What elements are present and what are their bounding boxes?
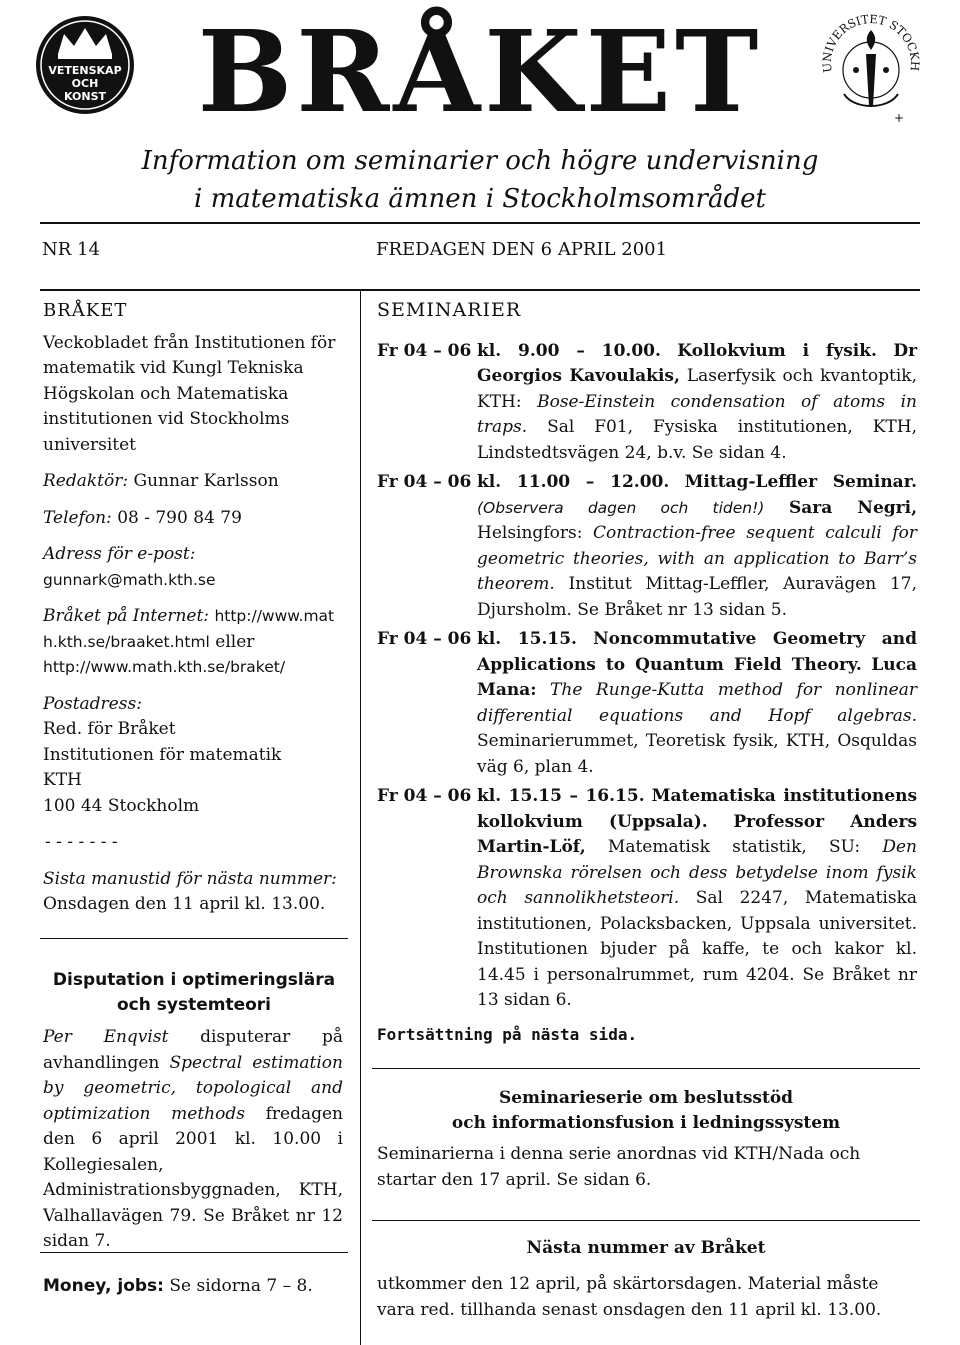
left-rule-1	[40, 938, 348, 939]
seminar-place: Institut Mittag-Leffler, Auravägen 17, Djursholm. Se Bråket nr 13 sidan 5.	[477, 574, 917, 620]
disputation-text-1: disputerar på avhandlingen	[43, 1027, 343, 1073]
issue-number: NR 14	[42, 239, 100, 260]
masthead-title: BRÅKET	[197, 7, 763, 138]
seminar-title: Kollokvium i fysik.	[677, 340, 877, 361]
info-heading: BRÅKET	[43, 300, 128, 321]
money-label: Money, jobs:	[43, 1276, 164, 1296]
header-rule-bottom	[40, 289, 920, 291]
seminar-talk: Den Brownska rörelsen och dess betydelse inom fysik och sannolikhetsteori.	[477, 837, 917, 908]
masthead-subtitle	[40, 142, 920, 218]
editor-line	[43, 469, 343, 495]
disputation-thesis: Spectral estimation by geometric, topological and optimization methods	[43, 1052, 343, 1124]
svg-text:KONST: KONST	[63, 90, 107, 103]
seminar-affiliation: Matematisk statistik, SU:	[585, 837, 883, 857]
seminar-entry	[377, 784, 917, 1014]
seminar-speaker: Professor Anders Martin-Löf,	[477, 811, 918, 857]
disputation-title: Disputation i optimeringslära och systemteori	[52, 970, 336, 1015]
svg-text:UNIVERSITET STOCKHOLMS: UNIVERSITET STOCKH	[820, 14, 922, 74]
postal-label: Postadress:	[43, 693, 142, 714]
url-separator: eller	[215, 631, 255, 652]
email-address[interactable]: gunnark@math.kth.se	[43, 570, 216, 589]
series-title-line-2: och informationsfusion i ledningssystem	[451, 1113, 841, 1133]
postal-line-3: KTH	[43, 770, 82, 790]
subtitle-line-2: i matematiska ämnen i Stockholmsområdet	[194, 184, 766, 214]
disputation-body	[43, 1025, 343, 1255]
seminar-speaker: Luca Mana:	[477, 654, 918, 700]
right-rule-1	[372, 1068, 920, 1069]
seminar-entry	[377, 470, 917, 623]
seminar-title: Matematiska institutionens kollokvium (Uppsala).	[477, 786, 918, 832]
continuation-note: Fortsättning på nästa sida.	[377, 1024, 638, 1044]
seminar-speaker: Dr Georgios Kavoulakis,	[477, 340, 918, 386]
svg-text:OCH: OCH	[71, 77, 99, 90]
dash-separator: - - - - - - -	[45, 832, 118, 852]
seminar-time: kl. 11.00 – 12.00.	[477, 472, 670, 492]
next-issue-body: utkommer den 12 april, på skärtorsdagen. Material måste vara red. tillhanda senast onsdagen den 11 april kl. 13.00.	[377, 1274, 882, 1320]
series-title	[372, 1086, 920, 1136]
seminar-time: kl. 15.15 – 16.15.	[477, 786, 645, 806]
seminar-day: Fr 04 – 06	[377, 629, 472, 649]
disputation-author: Per Enqvist	[43, 1027, 169, 1047]
seminar-affiliation: Laserfysik och kvantoptik, KTH:	[477, 366, 917, 412]
seminar-talk: The Runge-Kutta method for nonlinear differential equations and Hopf algebras.	[477, 680, 917, 726]
editor-label: Redaktör:	[43, 471, 129, 491]
editor-name: Gunnar Karlsson	[133, 471, 279, 491]
seminar-day: Fr 04 – 06	[377, 340, 472, 361]
crown-seal-icon	[34, 14, 136, 116]
postal-line-4: 100 44 Stockholm	[43, 795, 200, 816]
money-jobs	[43, 1276, 343, 1296]
deadline-value: Onsdagen den 11 april kl. 13.00.	[43, 894, 326, 914]
seminar-title: Mittag-Leffler Seminar.	[684, 472, 918, 492]
postal-line-2: Institutionen för matematik	[43, 744, 282, 765]
subtitle-line-1: Information om seminarier och högre undervisning	[141, 146, 819, 176]
seminar-time: kl. 15.15.	[477, 629, 577, 649]
issue-date: FREDAGEN DEN 6 APRIL 2001	[376, 239, 668, 260]
svg-text:VETENSKAP: VETENSKAP	[48, 64, 122, 77]
email-label: Adress för e-post:	[43, 544, 196, 564]
torch-seal-icon	[820, 14, 922, 126]
left-rule-2	[40, 1252, 348, 1253]
seminar-column	[377, 298, 917, 1063]
seminar-time: kl. 9.00 – 10.00.	[477, 340, 661, 361]
seminar-speaker: Sara Negri,	[789, 497, 918, 518]
seminars-heading: SEMINARIER	[377, 299, 522, 321]
seminar-affiliation: Helsingfors:	[477, 523, 594, 543]
url-braaket[interactable]: http://www.math.kth.se/braaket.html	[43, 607, 335, 651]
seminar-place: Sal F01, Fysiska institutionen, KTH, Lindstedtsvägen 24, b.v. Se sidan 4.	[477, 417, 917, 463]
column-divider	[360, 290, 361, 1345]
seminar-note: (Observera dagen och tiden!)	[477, 498, 765, 517]
seminar-day: Fr 04 – 06	[377, 472, 472, 492]
svg-text:+: +	[894, 111, 905, 125]
seminar-place: Sal 2247, Matematiska institutionen, Polacksbacken, Uppsala universitet. Institutionen bjuder på kaffe, te och kakor kl. 14.45 i personalrummet, rum 4204. Se Bråket nr 13 sidan 6.	[477, 888, 918, 1010]
internet-line	[43, 604, 343, 681]
seminar-talk: Contraction-free sequent calculi for geometric theories, with an application to Barr’s theorem.	[477, 523, 917, 594]
series-body: Seminarierna i denna serie anordnas vid KTH/Nada och startar den 17 april. Se sidan 6.	[377, 1144, 861, 1190]
phone-line	[43, 506, 343, 532]
seminar-day: Fr 04 – 06	[377, 786, 472, 806]
info-column	[43, 298, 343, 918]
seminar-place: Seminarierummet, Teoretisk fysik, KTH, Osquldas väg 6, plan 4.	[477, 731, 917, 777]
stockholms-universitet-logo	[820, 14, 922, 126]
seminar-entry	[377, 339, 917, 467]
internet-label: Bråket på Internet:	[43, 606, 210, 626]
deadline-label: Sista manustid för nästa nummer:	[43, 868, 337, 889]
postal-line-1: Red. för Bråket	[43, 719, 176, 739]
disputation-text-2: fredagen den 6 april 2001 kl. 10.00 i Kollegiesalen, Administrationsbyggnaden, KTH, Valhallavägen 79. Se Bråket nr 12 sidan 7.	[43, 1103, 343, 1251]
seminar-affiliation	[536, 680, 550, 700]
seminar-talk: Bose-Einstein condensation of atoms in traps.	[477, 391, 917, 437]
phone-label: Telefon:	[43, 507, 112, 528]
vetenskap-och-konst-logo	[34, 14, 136, 116]
info-about: Veckobladet från Institutionen för matematik vid Kungl Tekniska Högskolan och Matematiska institutionen vid Stockholms universitet	[43, 332, 336, 455]
seminar-entry	[377, 627, 917, 780]
series-title-line-1: Seminarieserie om beslutsstöd	[498, 1088, 794, 1108]
url-braket[interactable]: http://www.math.kth.se/braket/	[43, 658, 286, 676]
money-text: Se sidorna 7 – 8.	[163, 1276, 313, 1296]
next-issue-title: Nästa nummer av Bråket	[526, 1238, 766, 1258]
header-rule-top	[40, 222, 920, 224]
seminar-title: Noncommutative Geometry and Applications to Quantum Field Theory.	[477, 629, 917, 675]
right-rule-2	[372, 1220, 920, 1221]
phone-number: 08 - 790 84 79	[117, 507, 242, 528]
